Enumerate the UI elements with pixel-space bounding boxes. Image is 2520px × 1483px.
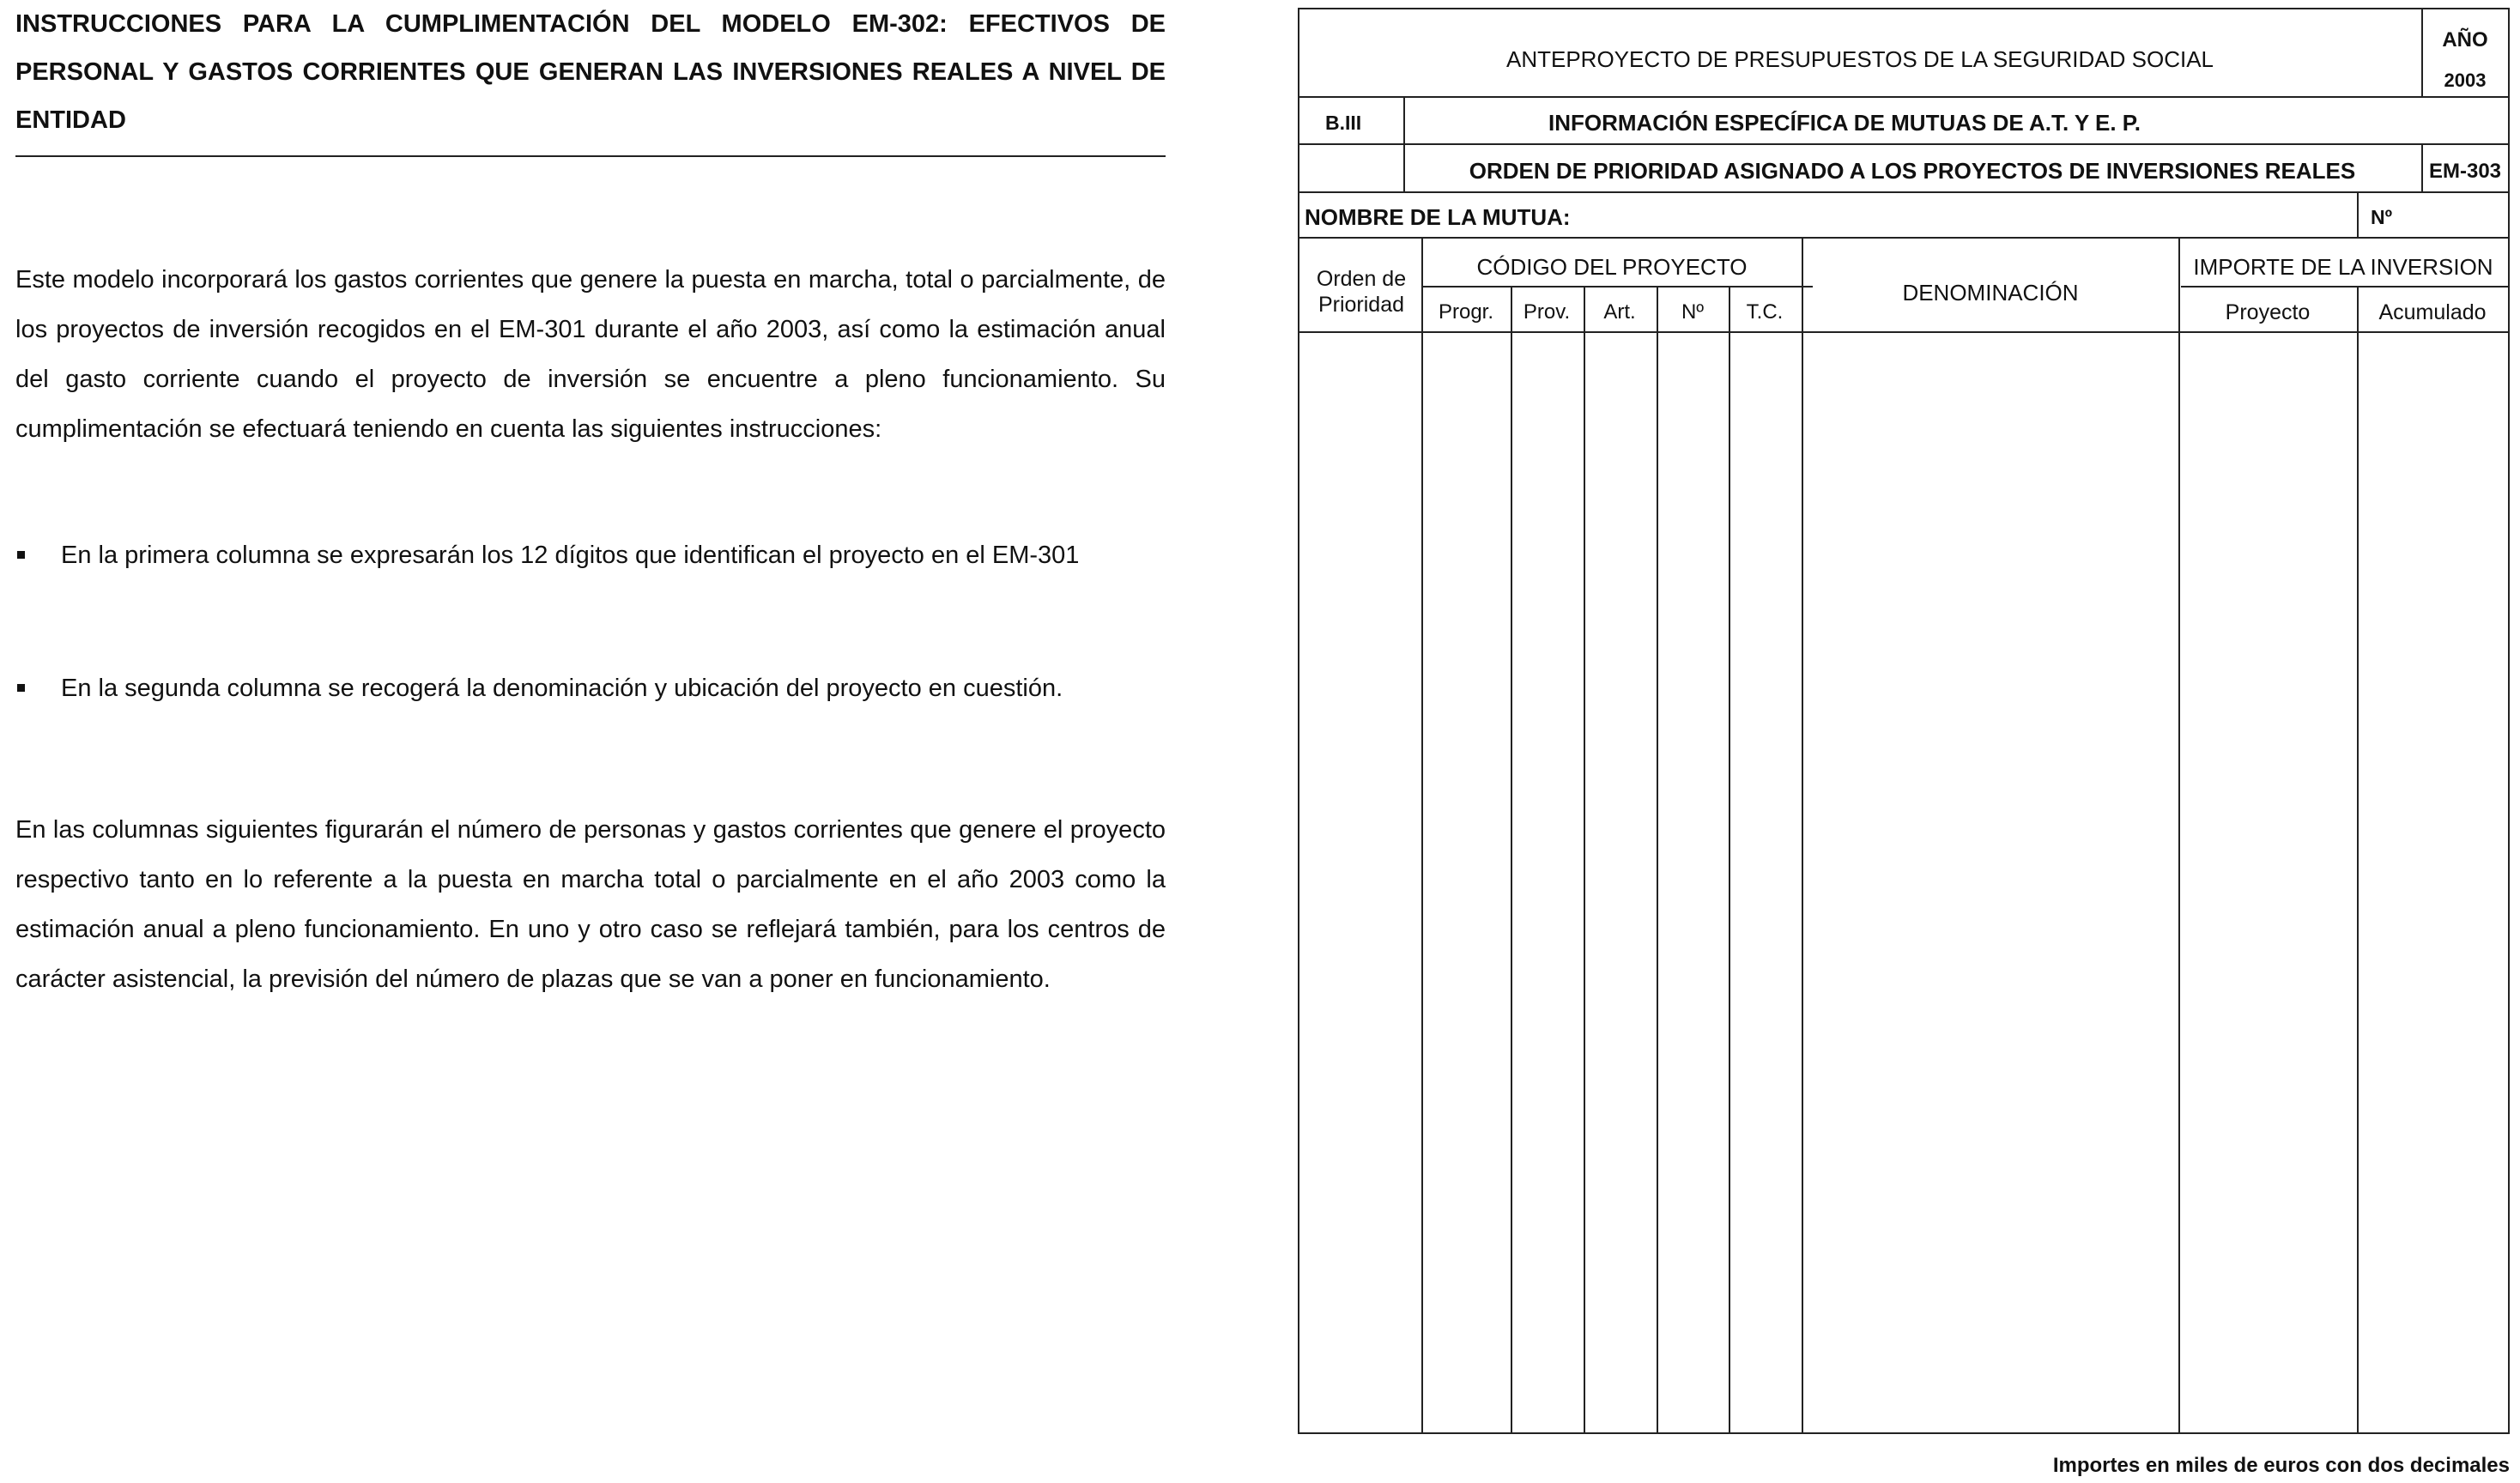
form-header-title: ANTEPROYECTO DE PRESUPUESTOS DE LA SEGURIDAD SOCIAL [1505,46,2214,72]
model-code: EM-303 [2428,160,2502,183]
column-rule [2357,286,2359,1434]
closing-paragraph: En las columnas siguientes figurarán el número de personas y gastos corrientes que genere el proyecto respectivo tanto en lo referente a la puesta en marcha total o parcialmente en el año 2003 como la estimación anual a pleno funcionamiento. En uno y otro caso se reflejará también, para los centros de carácter asistencial, la previsión del número de plazas que se van a poner en funcionamiento. [15,816,1166,993]
form-rule [1299,191,2510,193]
form-rule [1299,143,2510,145]
col-tc-label: T.C. [1746,300,1784,324]
form-rule [2357,191,2359,237]
col-progr-label: Progr. [1438,300,1494,324]
section-title: INFORMACIÓN ESPECÍFICA DE MUTUAS DE A.T. Y E. P. [1548,110,2141,136]
bullet-text: En la segunda columna se recogerá la denominación y ubicación del proyecto en cuestión. [61,675,1063,702]
form-subtitle: ORDEN DE PRIORIDAD ASIGNADO A LOS PROYECTOS DE INVERSIONES REALES [1469,158,2356,184]
year-value: 2003 [2444,70,2487,91]
column-rule [1511,286,1512,1434]
col-acumulado-label: Acumulado [2378,300,2487,324]
title-divider [15,155,1166,157]
section-code: B.III [1325,112,1362,134]
amounts-footnote: Importes en miles de euros con dos decimales [2052,1454,2510,1477]
col-order-label-2: Prioridad [1318,293,1405,317]
column-rule [2178,237,2180,1434]
form-rule [1299,96,2510,98]
col-code-group-label: CÓDIGO DEL PROYECTO [1476,254,1748,280]
col-num-label: Nº [1681,300,1705,324]
column-rule [1421,237,1423,1434]
column-rule [1584,286,1585,1434]
bullet-text: En la primera columna se expresarán los 12 dígitos que identifican el proyecto en el EM-301 [61,542,1080,569]
column-rule [1729,286,1730,1434]
col-art-label: Art. [1603,300,1636,324]
form-rule [1403,96,1405,191]
col-proyecto-label: Proyecto [2225,300,2311,324]
instruction-bullet-1 [15,530,1166,580]
form-rule [1299,237,2510,239]
col-denominacion-label: DENOMINACIÓN [1902,280,2079,306]
column-rule [1802,237,1803,1434]
mutua-number-label: Nº [2371,206,2393,228]
col-amount-group-label: IMPORTE DE LA INVERSION [2193,254,2493,280]
column-header-bottom-rule [1299,331,2510,333]
bullet-icon [17,551,25,559]
col-prov-label: Prov. [1523,300,1571,324]
form-rule [2421,9,2423,96]
amount-subheader-rule [2181,286,2510,288]
year-label: AÑO [2442,28,2488,51]
intro-paragraph: Este modelo incorporará los gastos corrientes que genere la puesta en marcha, total o parcialmente, de los proyectos de inversión recogidos en el EM-301 durante el año 2003, así como la estimación anual del gasto corriente cuando el proyecto de inversión se encuentre a pleno funcionamiento. Su cumplimentación se efectuará teniendo en cuenta las siguientes instrucciones: [15,266,1166,443]
mutua-name-label: NOMBRE DE LA MUTUA: [1305,204,1571,230]
em303-form [1298,8,2510,1434]
instructions-title: INSTRUCCIONES PARA LA CUMPLIMENTACIÓN DEL MODELO EM-302: EFECTIVOS DE PERSONAL Y GASTOS CORRIENTES QUE GENERAN LAS INVERSIONES REALES A NIVEL DE ENTIDAD [15,10,1166,134]
column-rule [1657,286,1658,1434]
col-order-label: Orden de [1316,267,1407,291]
code-subheader-rule [1421,286,1813,288]
instruction-bullet-2 [15,663,1166,713]
form-rule [2421,143,2423,191]
bullet-icon [17,684,25,692]
